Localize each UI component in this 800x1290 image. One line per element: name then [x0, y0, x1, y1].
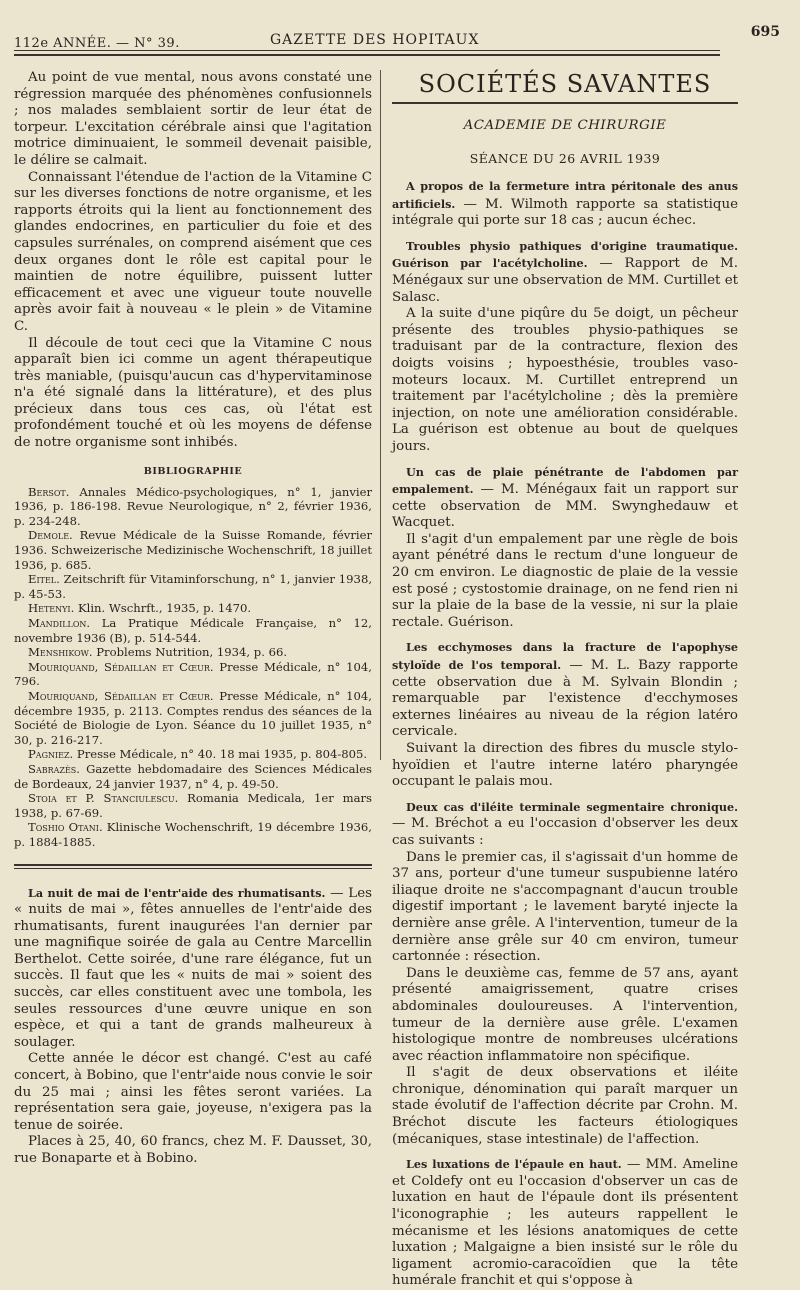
right-column	[392, 70, 738, 1290]
bib-text: Presse Médicale, n° 104, décembre 1935, p. 2113. Comptes rendus des séances de la Société de Biologie de Lyon. Séance du 10 juillet 1935, n° 30, p. 216-217.	[14, 688, 372, 747]
page-number: 695	[750, 24, 780, 40]
report-paragraph: Suivant la direction des fibres du muscle stylo-hyoïdien et l'autre interne latéro pharyngée occupant le palais mou.	[392, 741, 738, 790]
bib-author: Mouriquand, Sédaillan et Cœur.	[28, 659, 214, 674]
bib-text: Problems Nutrition, 1934, p. 66.	[96, 645, 288, 660]
report-paragraph	[392, 464, 738, 532]
header-rule	[14, 50, 720, 51]
article-paragraph: Il découle de tout ceci que la Vitamine C nous apparaît bien ici comme un agent thérapeutique très maniable, (puisqu'aucun cas d'hypervitaminose n'a été signalé dans la littérature), et des plus précieux dans tous ces cas, où l'état est profondément touché et où les moyens de défense de notre organisme sont inhibés.	[14, 335, 372, 451]
report-topic: Les luxations de l'épaule en haut.	[406, 1157, 622, 1172]
bibliography-entry	[14, 689, 372, 747]
bib-author: Eitel.	[28, 572, 60, 587]
bib-author: Mandillon.	[28, 616, 91, 630]
header-rule-thick	[14, 54, 720, 56]
bib-text: Klin. Wschrft., 1935, p. 1470.	[77, 601, 252, 616]
bib-text: Gazette hebdomadaire des Sciences Médicales de Bordeaux, 24 janvier 1937, n° 4, p. 49-50.	[14, 761, 373, 791]
bibliography-entry	[14, 791, 372, 820]
report-paragraph	[392, 639, 738, 741]
bib-text: Presse Médicale, n° 104, 796.	[14, 659, 372, 689]
spacer	[392, 791, 738, 799]
bib-author: Mouriquand, Sédaillan et Cœur.	[28, 688, 214, 703]
report-paragraph: Dans le premier cas, il s'agissait d'un homme de 37 ans, porteur d'une tumeur suspubienne latéro iliaque droite ne s'accompagnant d'aucun trouble digestif important ; le lavement baryté injecte la dernière anse grêle. A l'intervention, tumeur de la dernière anse grêle sur 40 cm environ, tumeur cartonnée : résection.	[392, 849, 738, 965]
notice-paragraph	[14, 885, 372, 1052]
bib-author: Toshio Otani.	[28, 820, 103, 835]
bib-text: Romania Medicala, 1er mars 1938, p. 67-69.	[14, 791, 373, 820]
spacer	[392, 230, 738, 238]
report-text: — MM. Ameline et Coldefy ont eu l'occasion d'observer un cas de luxation en haut de l'épaule dont ils présentent l'iconographie ; les auteurs rappellent le mécanisme et les lésions anatomiques de cette luxation ; Malgaigne a bien insisté sur le rôle du ligament acromio-caracoïdien que la tête humérale franchit et qui s'oppose à	[392, 1157, 738, 1289]
spacer	[392, 456, 738, 464]
bib-text: Annales Médico-psychologiques, n° 1, janvier 1936, p. 186-198. Revue Neurologique, n° 2, février 1936, p. 234-248.	[14, 484, 372, 528]
report-paragraph	[392, 799, 738, 850]
bib-author: Hetenyi.	[28, 601, 75, 616]
spacer	[392, 631, 738, 639]
bibliography-entry	[14, 485, 372, 529]
session-date: SÉANCE DU 26 AVRIL 1939	[469, 151, 661, 166]
report-text: — M. Bréchot a eu l'occasion d'observer les deux cas suivants :	[392, 816, 738, 848]
article-paragraph: Connaissant l'étendue de l'action de la Vitamine C sur les diverses fonctions de notre organisme, et les rapports étroits qui la lient au fonctionnement des glandes endocrines, en particulier du foie et des capsules surrénales, on comprend aisément que ces deux organes dont le rôle est capital pour le maintien de notre équilibre, puissent lutter efficacement et avec une vigueur toute nouvelle après avoir fait à nouveau « le plein » de Vitamine C.	[14, 169, 372, 334]
report-paragraph	[392, 238, 738, 306]
bib-author: Bersot.	[28, 484, 70, 499]
bib-text: Revue Médicale de la Suisse Romande, février 1936. Schweizerische Medizinische Wochenschrift, 18 juillet 1936, p. 685.	[14, 528, 372, 572]
bib-author: Pagniez.	[28, 747, 74, 762]
bibliography-entry	[14, 660, 372, 689]
journal-title: GAZETTE DES HOPITAUX	[270, 32, 480, 48]
notice-text: — Les « nuits de mai », fêtes annuelles de l'entr'aide des rhumatisants, furent inaugurées l'an dernier par une magnifique soirée de gala au Centre Marcellin Berthelot. Cette soirée, d'une rare élégance, fut un succès. Il faut que les « nuits de mai » soient des succès, car elles constituent avec une tombola, les seules ressources d'une œuvre unique en son espèce, et qui a tant de grands malheureux à soulager.	[14, 885, 372, 1050]
academy-heading: ACADEMIE DE CHIRURGIE	[463, 118, 667, 133]
bib-text: Zeitschrift für Vitaminforschung, n° 1, janvier 1938, p. 45-53.	[14, 572, 372, 601]
report-text: — M. Wilmoth rapporte sa statistique intégrale qui porte sur 18 cas ; aucun échec.	[392, 196, 738, 229]
notice-paragraph: Places à 25, 40, 60 francs, chez M. F. Dausset, 30, rue Bonaparte et à Bobino.	[14, 1134, 372, 1166]
report-topic: Les ecchymoses dans la fracture de l'apophyse styloïde de l'os temporal.	[392, 640, 738, 673]
report-topic: Deux cas d'iléite terminale segmentaire chronique.	[406, 799, 738, 814]
issue-label: 112e ANNÉE. — N° 39.	[14, 36, 180, 51]
report-paragraph: Il s'agit d'un empalement par une règle de bois ayant pénétré dans le rectum d'une longueur de 20 cm environ. Le diagnostic de plaie de la vessie est posé ; cystostomie drainage, on ne fend rien ni sur la plaie de la base de la vessie, ni sur la plaie rectale. Guérison.	[392, 531, 738, 630]
bib-author: Demole.	[28, 528, 73, 543]
bibliography-entry	[14, 572, 372, 601]
bibliography-entry	[14, 528, 372, 572]
article-paragraph: Au point de vue mental, nous avons constaté une régression marquée des phénomènes confusionnels ; nos malades semblaient sortir de leur état de torpeur. L'excitation cérébrale ainsi que l'agitation motrice diminuaient, le sommeil devenait paisible, le délire se calmait.	[14, 70, 372, 168]
section-title-rule	[392, 102, 738, 104]
report-text: — Rapport de M. Ménégaux sur une observation de MM. Curtillet et Salasc.	[392, 256, 738, 305]
bibliography-entry	[14, 820, 372, 849]
bibliography-entry	[14, 762, 372, 791]
left-column	[14, 70, 372, 1168]
section-title: SOCIÉTÉS SAVANTES	[418, 70, 712, 98]
report-topic: Troubles physio pathiques d'origine traumatique. Guérison par l'acétylcholine.	[392, 238, 738, 271]
report-text: — M. L. Bazy rapporte cette observation due à M. Sylvain Blondin ; remarquable par l'existence d'ecchymoses externes linéaires au niveau de la région latéro cervicale.	[392, 658, 739, 740]
bib-author: Menshikow.	[28, 645, 93, 660]
report-text: — M. Ménégaux fait un rapport sur cette observation de MM. Swynghedauw et Wacquet.	[392, 482, 738, 531]
report-paragraph: Il s'agit de deux observations et iléite chronique, dénomination qui paraît marquer un stade évolutif de l'affection décrite par Crohn. M. Bréchot discute les facteurs étiologiques (mécaniques, stase intestinale) de l'affection.	[392, 1065, 738, 1147]
report-topic: A propos de la fermeture intra péritonale des anus artificiels.	[392, 179, 738, 211]
notice-paragraph: Cette année le décor est changé. C'est au café concert, à Bobino, que l'entr'aide nous convie le soir du 25 mai ; ainsi les fêtes seront variées. La représentation sera gaie, joyeuse, n'exigera pas la tenue de soirée.	[14, 1051, 372, 1133]
bib-text: Presse Médicale, n° 40. 18 mai 1935, p. 804-805.	[76, 747, 368, 762]
section-divider	[14, 864, 372, 869]
bib-author: Stoia et P. Stanciulescu.	[28, 791, 179, 806]
bib-author: Sabrazès.	[28, 761, 80, 776]
column-divider	[380, 70, 381, 760]
bibliography-title: BIBLIOGRAPHIE	[143, 465, 243, 477]
notice-headline: La nuit de mai de l'entr'aide des rhumatisants.	[28, 885, 326, 900]
report-topic: Un cas de plaie pénétrante de l'abdomen par empalement.	[392, 464, 738, 497]
report-paragraph: Dans le deuxième cas, femme de 57 ans, ayant présenté amaigrissement, quatre crises abdominales douloureuses. A l'intervention, tumeur de la dernière ause grêle. L'examen histologique montre de nombreuses ulcérations avec réaction inflammatoire non spécifique.	[392, 965, 738, 1064]
spacer	[392, 1148, 738, 1156]
report-paragraph	[392, 178, 738, 230]
report-paragraph: A la suite d'une piqûre du 5e doigt, un pêcheur présente des troubles physio-pathiques se traduisant par de la contracture, flexion des doigts voisins ; hypoesthésie, troubles vaso-moteurs locaux. M. Curtillet entreprend un traitement par l'acétylcholine ; dès la première injection, on note une amélioration considérable. La guérison est obtenue au bout de quelques jours.	[392, 306, 738, 454]
bib-text: Klinische Wochenschrift, 19 décembre 1936, p. 1884-1885.	[14, 820, 372, 849]
bibliography-entry	[14, 601, 372, 616]
page-header	[14, 24, 780, 52]
report-paragraph	[392, 1156, 738, 1290]
bibliography-entry	[14, 616, 372, 645]
bibliography-entry	[14, 747, 372, 762]
bib-text: La Pratique Médicale Française, n° 12, novembre 1936 (B), p. 514-544.	[14, 616, 372, 645]
bibliography-entry	[14, 645, 372, 660]
